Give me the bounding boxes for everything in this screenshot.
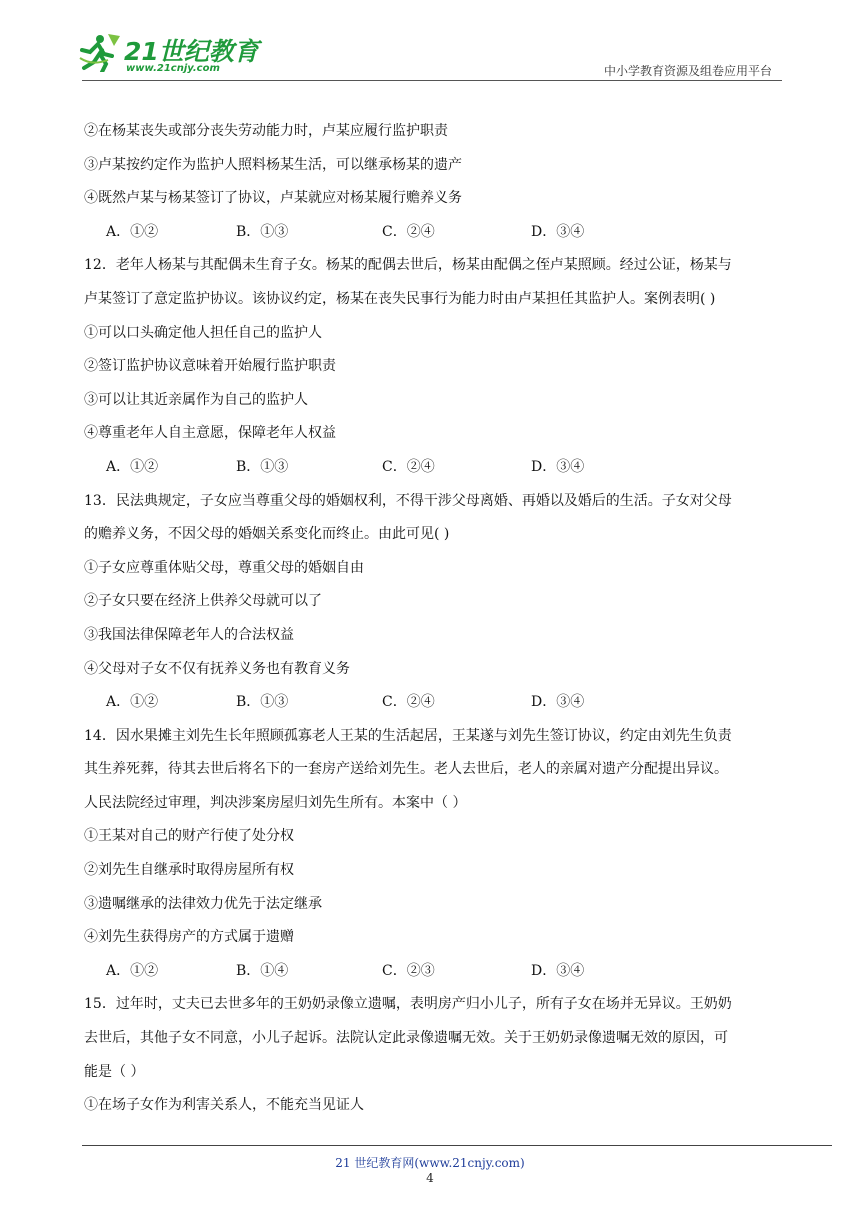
option-b: B．①③ (236, 694, 289, 711)
q13-item-1: ①子女应尊重体贴父母，尊重父母的婚姻自由 (84, 559, 364, 576)
option-b: B．①③ (236, 223, 289, 240)
option-c: C．②③ (382, 962, 435, 979)
option-a: A．①② (106, 962, 159, 979)
q13-item-3: ③我国法律保障老年人的合法权益 (84, 626, 294, 643)
runner-logo-icon (78, 32, 122, 72)
q13-stem-line-2: 的赡养义务，不因父母的婚姻关系变化而终止。由此可见( ) (84, 526, 450, 543)
q14-item-4: ④刘先生获得房产的方式属于遗赠 (84, 929, 294, 946)
q14-stem-line-1: 14．因水果摊主刘先生长年照顾孤寡老人王某的生活起居，王某遂与刘先生签订协议，约定由刘先生负责 (84, 727, 732, 744)
q15-stem-line-2: 去世后，其他子女不同意，小儿子起诉。法院认定此录像遗嘱无效。关于王奶奶录像遗嘱无效的原因，可 (84, 1030, 728, 1047)
option-a: A．①② (106, 223, 159, 240)
q13-options (84, 691, 784, 725)
q12-item-3: ③可以让其近亲属作为自己的监护人 (84, 391, 308, 408)
footer-site-link[interactable]: 21 世纪教育网(www.21cnjy.com) (335, 1156, 525, 1170)
q12-stem-line-1: 12．老年人杨某与其配偶未生育子女。杨某的配偶去世后，杨某由配偶之侄卢某照顾。经过公证，杨某与 (84, 257, 732, 274)
option-a: A．①② (106, 458, 159, 475)
q14-item-2: ②刘先生自继承时取得房屋所有权 (84, 862, 294, 879)
brand-url: www.21cnjy.com (126, 63, 220, 74)
q14-options (84, 960, 784, 994)
q14-stem-line-3: 人民法院经过审理，判决涉案房屋归刘先生所有。本案中（ ） (84, 794, 467, 811)
option-a: A．①② (106, 694, 159, 711)
q12-item-4: ④尊重老年人自主意愿，保障老年人权益 (84, 425, 336, 442)
page-header (0, 0, 860, 90)
option-c: C．②④ (382, 694, 435, 711)
q11-item-4: ④既然卢某与杨某签订了协议，卢某就应对杨某履行赡养义务 (84, 190, 462, 207)
q15-item-1: ①在场子女作为利害关系人，不能充当见证人 (84, 1097, 364, 1114)
q11-options (84, 221, 784, 255)
page-number: 4 (426, 1171, 434, 1185)
q15-stem-line-3: 能是（ ） (84, 1063, 145, 1080)
header-tagline: 中小学教育资源及组卷应用平台 (603, 64, 772, 78)
q14-stem-line-2: 其生养死葬，待其去世后将名下的一套房产送给刘先生。老人去世后，老人的亲属对遗产分配提出异议。 (84, 761, 728, 778)
option-d: D．③④ (531, 694, 585, 711)
footer-divider (82, 1145, 832, 1146)
q13-item-2: ②子女只要在经济上供养父母就可以了 (84, 593, 322, 610)
q13-item-4: ④父母对子女不仅有抚养义务也有教育义务 (84, 660, 350, 677)
header-divider (82, 80, 782, 81)
option-c: C．②④ (382, 458, 435, 475)
q12-item-2: ②签订监护协议意味着开始履行监护职责 (84, 358, 336, 375)
q14-item-1: ①王某对自己的财产行使了处分权 (84, 828, 294, 845)
q12-options (84, 456, 784, 490)
option-d: D．③④ (531, 458, 585, 475)
page-content (84, 120, 784, 1128)
option-d: D．③④ (531, 223, 585, 240)
q12-stem-line-2: 卢某签订了意定监护协议。该协议约定，杨某在丧失民事行为能力时由卢某担任其监护人。案例表明( ) (84, 290, 716, 307)
q12-item-1: ①可以口头确定他人担任自己的监护人 (84, 324, 322, 341)
q11-item-2: ②在杨某丧失或部分丧失劳动能力时，卢某应履行监护职责 (84, 123, 448, 139)
site-logo (78, 30, 258, 78)
q13-stem-line-1: 13．民法典规定，子女应当尊重父母的婚姻权利，不得干涉父母离婚、再婚以及婚后的生活。子女对父母 (84, 492, 732, 509)
brand-name: 21世纪教育 (124, 37, 259, 66)
option-d: D．③④ (531, 962, 585, 979)
q14-item-3: ③遗嘱继承的法律效力优先于法定继承 (84, 895, 322, 912)
q11-item-3: ③卢某按约定作为监护人照料杨某生活，可以继承杨某的遗产 (84, 156, 462, 173)
option-b: B．①③ (236, 458, 289, 475)
option-c: C．②④ (382, 223, 435, 240)
option-b: B．①④ (236, 962, 289, 979)
q15-stem-line-1: 15．过年时，丈夫已去世多年的王奶奶录像立遗嘱，表明房产归小儿子，所有子女在场并无异议。王奶奶 (84, 996, 732, 1013)
